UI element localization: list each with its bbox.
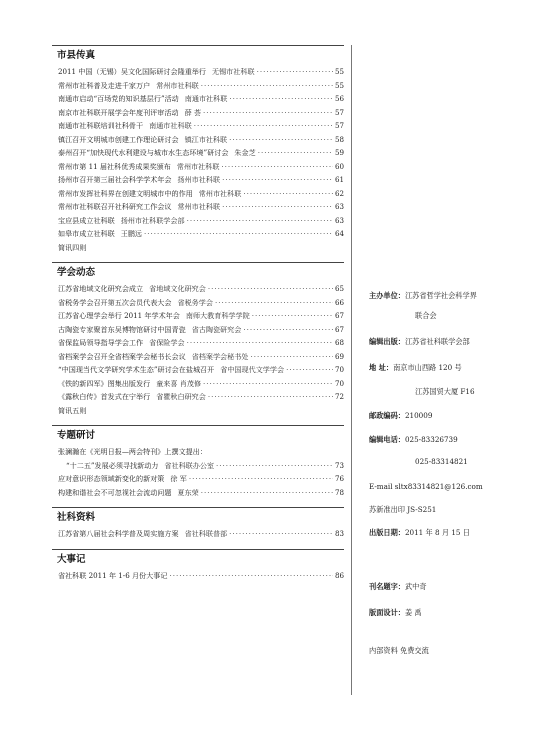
entry-title: 省保监局领导指导学会工作 [58, 338, 144, 347]
footer-note: 内部资料 免费交流 [369, 646, 429, 655]
entry-title: 省社科联 2011 年 1-6 月份大事记 [58, 570, 168, 580]
entry-page-number: 70 [334, 365, 344, 374]
entry-title: 《露秋白传》首发式在宁举行 [58, 392, 151, 401]
entry-title: “十二五”发展必须寻找新动力 [66, 460, 159, 470]
toc-entry [52, 173, 344, 187]
sponsor-value: 江苏省哲学社会科学界 [404, 291, 477, 300]
toc-entry [52, 79, 344, 93]
entry-author: 童来喜 肖茂修 [156, 378, 202, 388]
leader-dots [187, 214, 333, 228]
entry-page-number: 72 [334, 392, 344, 401]
entry-title: 如皋市成立社科联 [58, 229, 115, 238]
leader-dots [222, 173, 333, 187]
entry-page-number: 62 [334, 188, 344, 198]
entry-page-number: 56 [334, 94, 344, 103]
entry-author: 扬州市社科联 [177, 175, 221, 184]
sponsor-row [369, 290, 534, 302]
leader-dots [257, 65, 333, 79]
address-continued: 江苏国贸大厦 F16 [415, 387, 475, 396]
leader-dots [250, 350, 333, 364]
entry-author: 省中国现代文学学会 [220, 365, 285, 374]
entry-page-number: 65 [334, 284, 344, 293]
entry-author: 夏东荣 [177, 487, 199, 497]
entry-author: 省档案学会秘书处 [191, 351, 249, 361]
date-label: 出版日期： [369, 528, 405, 537]
editor-label: 编辑出版： [369, 337, 405, 346]
leader-dots [189, 472, 333, 486]
table-of-contents [52, 45, 344, 590]
entry-title: 江苏省心理学会举行 2011 年学术年会 [58, 311, 180, 320]
phone-continued: 025-83314821 [415, 457, 468, 466]
entry-author: 常州市社科联 [156, 80, 199, 90]
toc-entry [52, 404, 344, 418]
leader-dots [286, 363, 333, 377]
toc-entry [52, 486, 344, 500]
leader-dots [208, 390, 333, 404]
leader-dots [222, 200, 333, 214]
toc-entry [52, 227, 344, 241]
entry-page-number: 76 [334, 474, 344, 483]
entry-author: 省税务学会 [177, 297, 213, 307]
calligraphy-label: 刊名题字： [369, 582, 405, 591]
entry-page-number: 67 [334, 311, 344, 320]
postcode-label: 邮政编码： [369, 411, 405, 420]
entry-page-number: 67 [334, 324, 344, 334]
entry-author: 省瞿秋白研究会 [156, 392, 206, 401]
toc-entry [52, 472, 344, 486]
leader-dots [243, 323, 333, 337]
toc-entry [52, 214, 344, 228]
phone-value: 025-83326739 [404, 435, 458, 444]
entry-title: 宝应县成立社科联 [58, 215, 115, 225]
design-row [369, 607, 534, 619]
toc-entry [52, 336, 344, 350]
entry-title: 常州市第 11 届社科优秀成果奖颁布 [58, 161, 171, 171]
entry-title: 张澜瀚在《光明日报—两会特刊》上撰文提出： [58, 447, 207, 456]
toc-entry [52, 296, 344, 310]
leader-dots [187, 336, 333, 350]
entry-author: 省地域文化研究会 [149, 284, 206, 293]
toc-entry [52, 445, 344, 459]
leader-dots [201, 486, 333, 500]
entry-author: 常州市社科联 [177, 202, 221, 211]
entry-title: 省税务学会召开第五次会员代表大会 [58, 297, 172, 307]
phone-row [369, 434, 534, 446]
leader-dots [208, 282, 333, 296]
entry-author: 扬州市社科联学会部 [120, 215, 185, 225]
entry-page-number: 64 [334, 229, 344, 238]
entry-title: 常州市发挥社科界在创建文明城市中的作用 [58, 188, 193, 198]
entry-author: 省社科联办公室 [164, 460, 215, 470]
section-title: 学会动态 [52, 262, 344, 279]
entry-title: 常州市社科普及走进千家万户 [58, 80, 151, 90]
license-row [369, 504, 534, 516]
entry-page-number: 69 [334, 351, 344, 361]
leader-dots [203, 106, 333, 120]
leader-dots [201, 79, 333, 93]
toc-entry [52, 65, 344, 79]
postcode-row [369, 410, 534, 422]
leader-dots [252, 309, 333, 323]
leader-dots [203, 377, 333, 391]
entry-page-number: 63 [334, 215, 344, 225]
entry-title: 南京市社科联开展学会年度刊评审活动 [58, 107, 179, 117]
toc-entry [52, 527, 344, 541]
date-row [369, 527, 534, 539]
entry-title: 泰州召开“加快现代水利建设与城市水生态环境”研讨会 [58, 148, 229, 157]
toc-section [52, 549, 344, 583]
entry-title: 构建和谐社会不可忽视社会流动问题 [58, 487, 172, 497]
entry-page-number: 55 [334, 80, 344, 90]
entry-title: 简讯四则 [58, 242, 87, 252]
toc-entry [52, 106, 344, 120]
entry-title: 《铁的新四军》图集出版发行 [58, 378, 151, 388]
entry-title: 应对意识形态领域新变化的新对策 [58, 474, 165, 483]
toc-entry [52, 309, 344, 323]
entry-page-number: 63 [334, 202, 344, 211]
entry-page-number: 57 [334, 121, 344, 130]
design-value: 姜 禹 [404, 608, 422, 617]
entry-title: 2011 中国（无锡）吴文化国际研讨会隆重举行 [58, 67, 206, 76]
entry-author: 南通市社科联 [184, 94, 228, 103]
leader-dots [221, 160, 333, 174]
leader-dots [194, 119, 333, 133]
toc-entry [52, 377, 344, 391]
toc-section [52, 507, 344, 541]
calligraphy-row [369, 581, 534, 593]
leader-dots [229, 527, 333, 541]
entry-page-number: 58 [334, 134, 344, 144]
phone-label: 编辑电话： [369, 435, 405, 444]
entry-page-number: 57 [334, 107, 344, 117]
toc-entry [52, 363, 344, 377]
entry-author: 省保险学会 [149, 338, 185, 347]
entry-title: 常州市社科联召开社科研究工作会议 [58, 202, 172, 211]
postcode-value: 210009 [404, 411, 433, 420]
entry-author: 常州市社科联 [176, 161, 220, 171]
email-row [369, 481, 534, 493]
column-divider [351, 45, 352, 695]
entry-author: 王鹏远 [120, 229, 143, 238]
entry-title: 扬州市召开第三届社会科学学术年会 [58, 175, 172, 184]
entry-title: 江苏省第八届社会科学普及周实施方案 [58, 529, 179, 538]
leader-dots [229, 92, 333, 106]
entry-author: 徐 军 [170, 474, 187, 483]
sponsor-continued: 联合会 [415, 311, 437, 320]
section-title: 社科资料 [52, 507, 344, 524]
footer-row [369, 645, 534, 657]
toc-entry [52, 241, 344, 255]
entry-page-number: 55 [334, 67, 344, 76]
toc-entry [52, 92, 344, 106]
leader-dots [243, 187, 333, 201]
entry-page-number: 83 [334, 529, 344, 538]
entry-title: 省档案学会召开全省档案学会秘书长会议 [58, 351, 186, 361]
entry-page-number: 70 [334, 378, 344, 388]
address-row [369, 362, 534, 374]
entry-page-number: 73 [334, 460, 344, 470]
entry-author: 南师大教育科学学院 [185, 311, 250, 320]
section-title: 大事记 [52, 549, 344, 566]
entry-title: 南通市社科联培训社科骨干 [58, 121, 144, 130]
section-title: 市县传真 [52, 45, 344, 62]
toc-section [52, 425, 344, 499]
entry-title: 江苏省地域文化研究会成立 [58, 284, 144, 293]
toc-entry [52, 146, 344, 160]
section-title: 专题研讨 [52, 425, 344, 442]
entry-author: 常州市社科联 [198, 188, 242, 198]
date-value: 2011 年 8 月 15 日 [404, 528, 470, 537]
address-label: 地 址： [369, 363, 394, 372]
toc-entry [52, 282, 344, 296]
entry-author: 南通市社科联 [149, 121, 192, 130]
toc-entry [52, 187, 344, 201]
entry-page-number: 66 [334, 297, 344, 307]
publication-info [369, 290, 534, 657]
editor-value: 江苏省社科联学会部 [404, 337, 470, 346]
entry-page-number: 60 [334, 161, 344, 171]
toc-entry [52, 459, 344, 473]
leader-dots [215, 296, 333, 310]
editor-row [369, 336, 534, 348]
entry-title: 古陶瓷专家聚首东吴博物馆研讨中国青瓷 [58, 324, 186, 334]
address-value: 南京市山西路 120 号 [393, 363, 462, 372]
license-value: 苏新准出印 JS-S251 [369, 505, 437, 514]
toc-entry [52, 160, 344, 174]
toc-entry [52, 200, 344, 214]
entry-author: 无锡市社科联 [212, 67, 255, 76]
toc-entry [52, 390, 344, 404]
leader-dots [258, 146, 333, 160]
entry-title: 镇江召开文明城市创建工作理论研讨会 [58, 134, 179, 144]
leader-dots [229, 133, 333, 147]
entry-author: 朱金芝 [234, 148, 256, 157]
entry-page-number: 68 [334, 338, 344, 347]
sponsor-label: 主办单位： [369, 291, 405, 300]
toc-entry [52, 323, 344, 337]
entry-page-number: 86 [334, 570, 344, 580]
toc-section [52, 262, 344, 417]
email-value: E-mail sltx83314821@126.com [369, 482, 483, 491]
entry-page-number: 59 [334, 148, 344, 157]
entry-author: 薛 荟 [184, 107, 202, 117]
leader-dots [144, 227, 333, 241]
entry-page-number: 78 [334, 487, 344, 497]
toc-entry [52, 569, 344, 583]
design-label: 版面设计： [369, 608, 405, 617]
entry-author: 镇江市社科联 [184, 134, 228, 144]
calligraphy-value: 武中奇 [404, 582, 427, 591]
toc-entry [52, 350, 344, 364]
entry-author: 省古陶瓷研究会 [191, 324, 242, 334]
entry-page-number: 61 [334, 175, 344, 184]
toc-entry [52, 119, 344, 133]
leader-dots [216, 459, 333, 473]
leader-dots [169, 569, 333, 583]
entry-title: “中国现当代文学研究学术生态”研讨会在盐城召开 [58, 365, 215, 374]
toc-section [52, 45, 344, 254]
entry-title: 简讯五则 [58, 405, 87, 415]
entry-author: 省社科联普部 [184, 529, 228, 538]
toc-entry [52, 133, 344, 147]
entry-title: 南通市启动“百场党的知识基层行”活动 [58, 94, 179, 103]
